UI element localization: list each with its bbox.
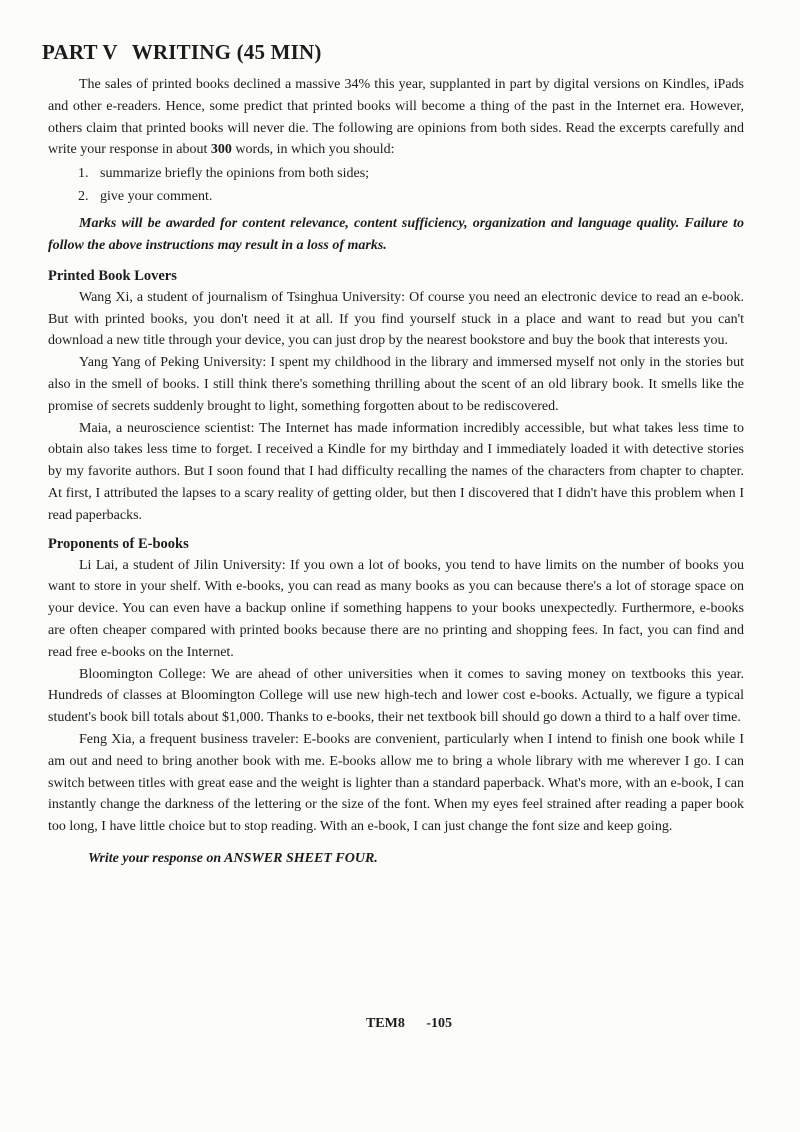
intro-text: The sales of printed books declined a massive 34% this year, supplanted in part by digital versions on Kindles, iPads and other e-readers. Hence, some predict that printed books will become a thing of the past in the Internet era. However, others claim that printed books will never die. The following are opinions from both sides. Read the excerpts carefully and write your response in about: [48, 77, 744, 158]
word-count: 300: [210, 142, 232, 158]
list-item: [78, 162, 744, 185]
task-text: give your comment.: [100, 189, 213, 205]
page-number: -105: [426, 1016, 453, 1031]
opinion-feng-xia: Feng Xia, a frequent business traveler: E-books are convenient, particularly when I intend to finish one book while I am out and need to bring another book with me. E-books allow me to bring a whole library with me wherever I go. I can switch between titles with great ease and the weight is lighter than a standard paperback. What's more, with an e-book, I can instantly change the darkness of the lettering or the size of the font. When my eyes feel strained after reading a paper book too long, I have little choice but to stop reading. With an e-book, I can just change the font size and keep going.: [48, 731, 744, 835]
printed-lovers-heading: Printed Book Lovers: [48, 267, 177, 284]
marks-note: Marks will be awarded for content relevance, content sufficiency, organization and language quality. Failure to follow the above instructions may result in a loss of marks.: [48, 216, 744, 253]
part-heading: [42, 40, 744, 65]
opinion-maia: Maia, a neuroscience scientist: The Internet has made information incredibly accessible, but what takes less time to obtain also takes less time to forget. I received a Kindle for my birthday and I immediately loaded it with detective stories by my favorite authors. But I soon found that I had difficulty recalling the names of the characters from chapter to chapter. At first, I attributed the lapses to a scary reality of getting older, but then I discovered that I didn't have this problem when I read paperbacks.: [48, 420, 744, 523]
list-item: [78, 185, 744, 208]
task-number: 1.: [78, 166, 89, 182]
task-number: 2.: [78, 189, 89, 205]
opinion-yang-yang: Yang Yang of Peking University: I spent my childhood in the library and immersed myself not only in the stories but also in the smell of books. I still think there's something thrilling about the scent of an old library book. It smells like the promise of secrets suddenly brought to light, something forgotten about to be rediscovered.: [48, 355, 744, 414]
page-footer: [0, 1016, 800, 1032]
opinion-bloomington-college: Bloomington College: We are ahead of other universities when it comes to saving money on textbooks this year. Hundreds of classes at Bloomington College will use new high-tech and lower cost e-books. Actually, we figure a typical student's book bill totals about $1,000. Thanks to e-books, their net textbook bill should go down a third to a half over time.: [48, 666, 744, 726]
page-content: [42, 40, 744, 870]
ebook-proponents-heading: Proponents of E-books: [48, 535, 189, 552]
opinion-li-lai: Li Lai, a student of Jilin University: If you own a lot of books, you tend to have limits on the number of books you want to store in your shelf. With e-books, you can read as many books as you can because there's a lot of storage space on your device. You can even have a backup online if something happens to your books unexpectedly. Furthermore, e-books are often cheaper compared with printed books because there are no printing and shopping fees. In fact, you can find and read free e-books on the Internet.: [48, 557, 744, 660]
section-title: WRITING (45 MIN): [131, 40, 322, 64]
task-text: summarize briefly the opinions from both sides;: [100, 166, 370, 182]
response-instruction: Write your response on ANSWER SHEET FOUR.: [88, 850, 378, 866]
exam-name: TEM8: [365, 1016, 405, 1031]
intro-paragraph: [48, 74, 744, 161]
task-list: [78, 162, 744, 208]
opinion-wang-xi: Wang Xi, a student of journalism of Tsinghua University: Of course you need an electronic device to read an e-book. But with printed books, you don't need it at all. If you find yourself stuck in a place and want to read but you can't download a new title through your device, you can just drop by the nearest bookstore and buy the book that interests you.: [48, 289, 744, 349]
intro-text-end: words, in which you should:: [231, 142, 395, 158]
part-label: PART V: [42, 40, 118, 64]
